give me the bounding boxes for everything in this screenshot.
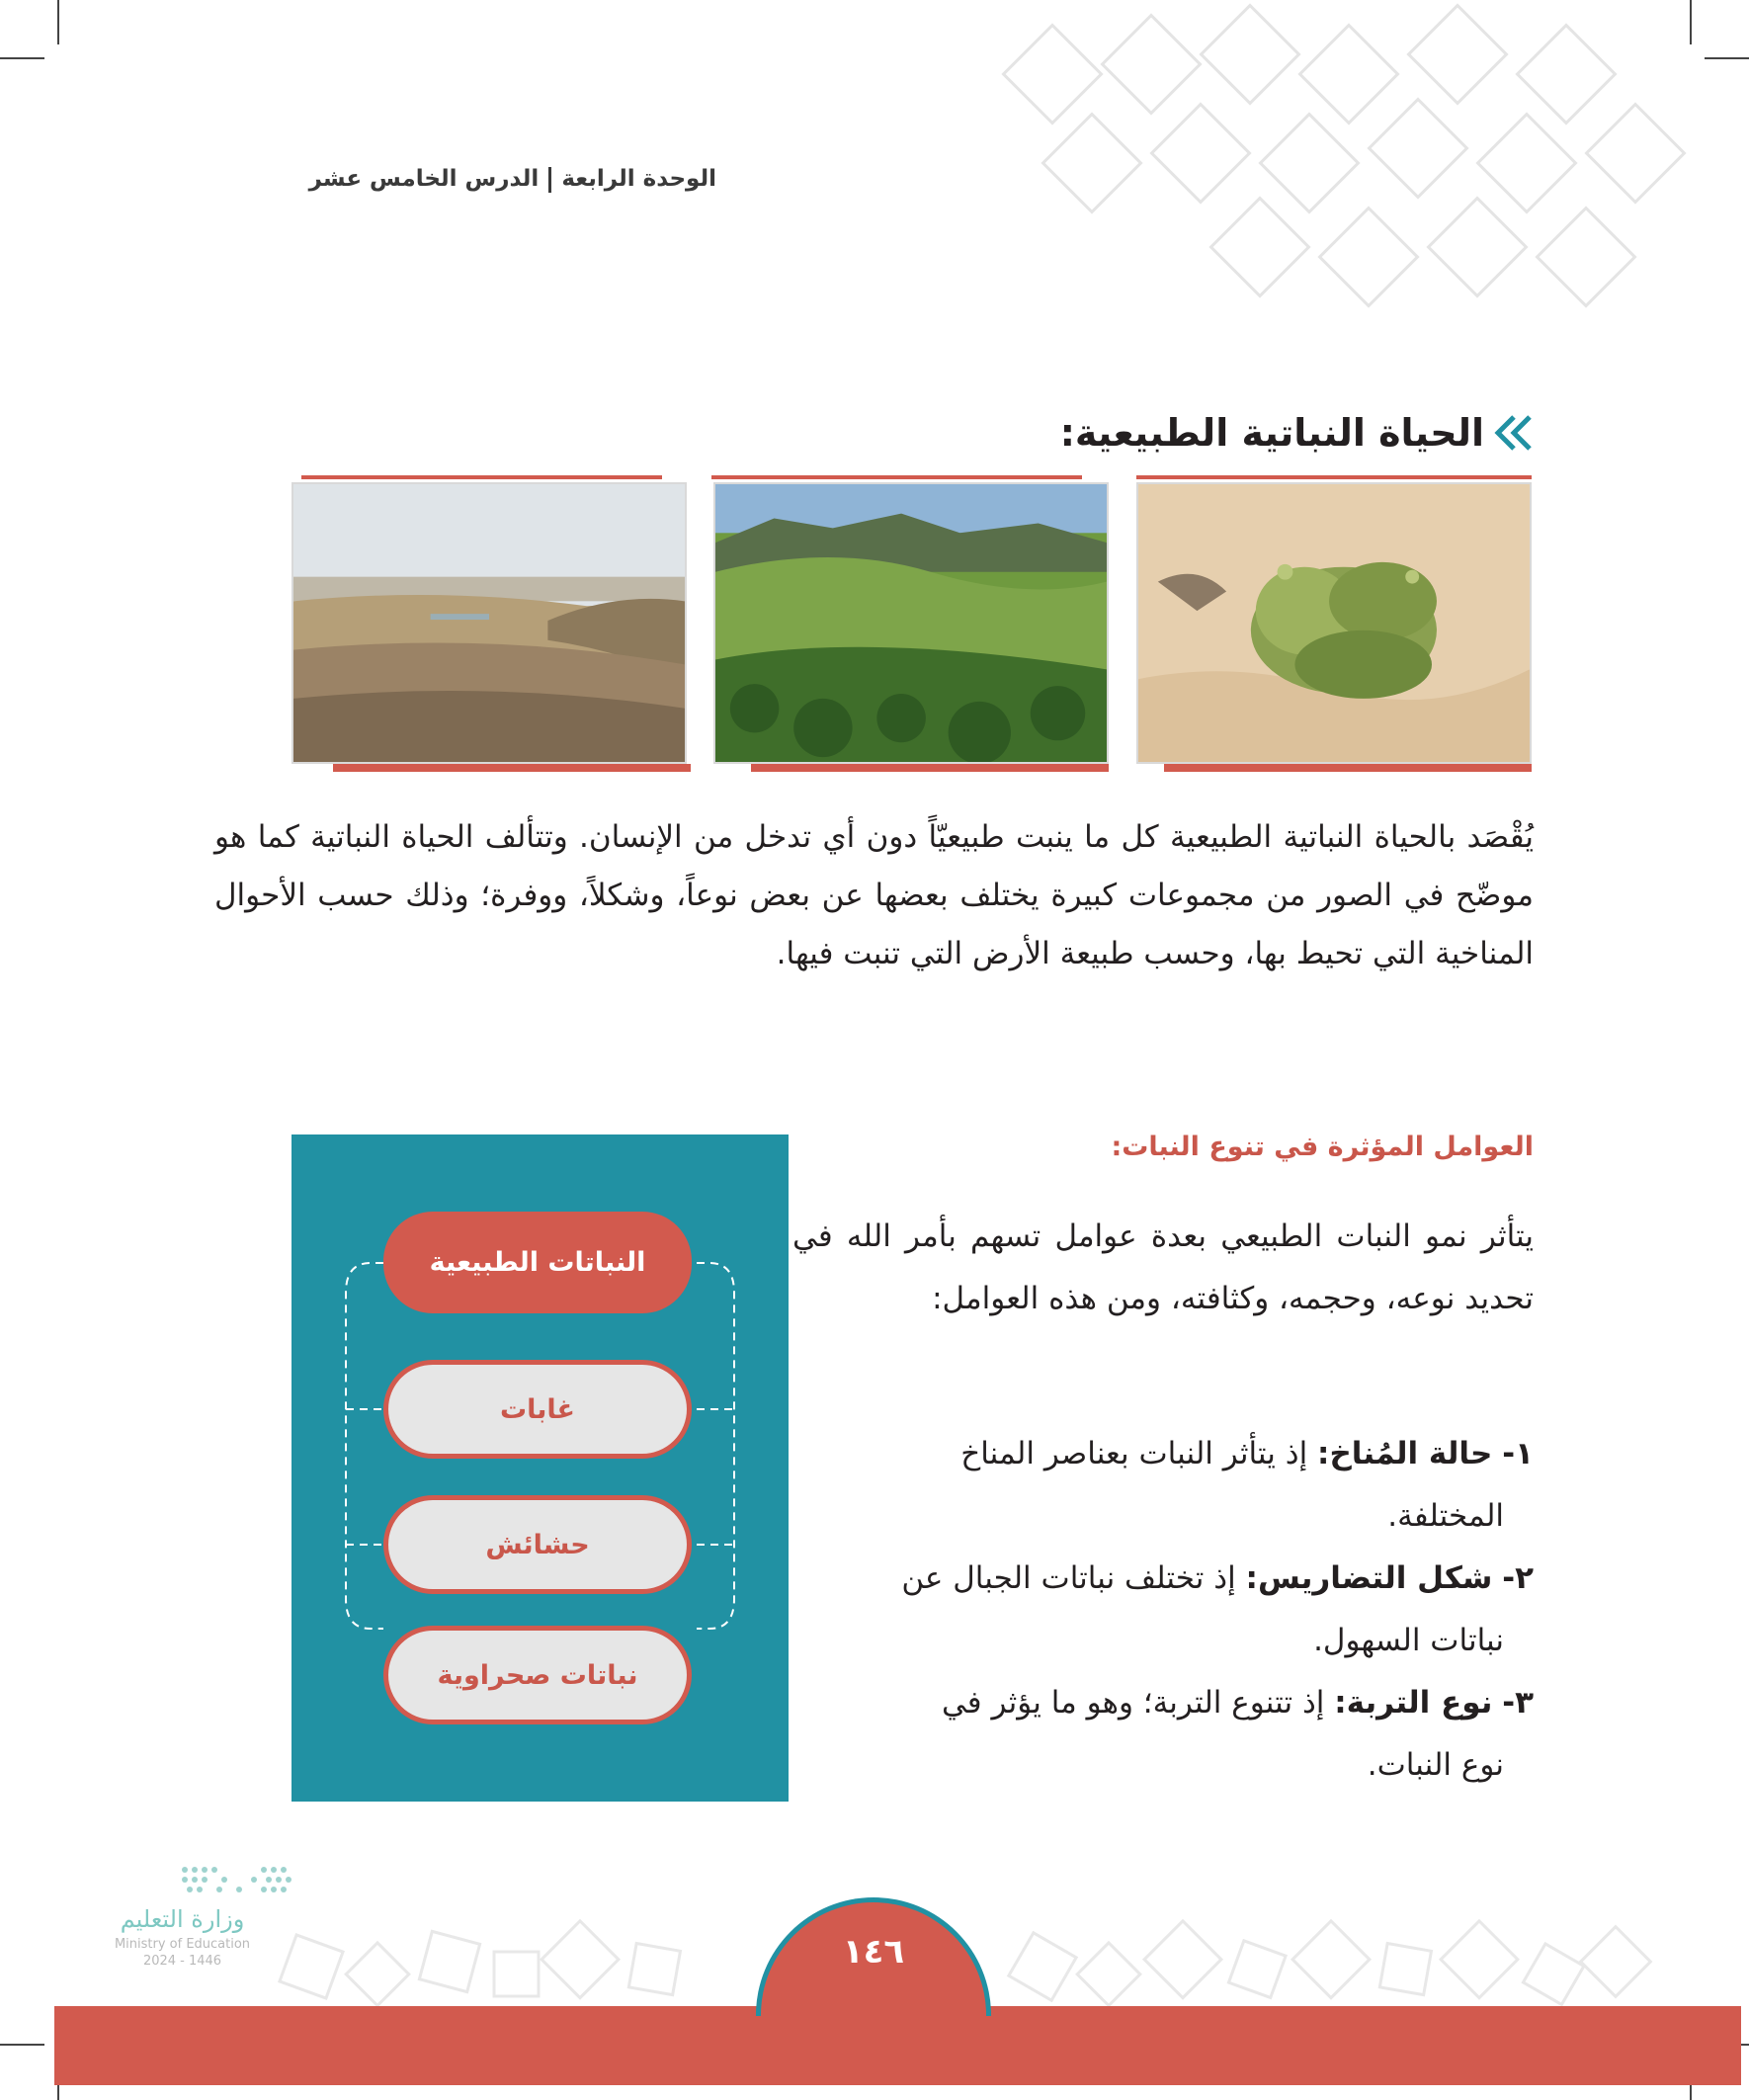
list-text: إذ تتنوع التربة؛ وهو ما يؤثر في	[941, 1685, 1325, 1721]
photo-frame-accent	[301, 475, 662, 479]
diagram-node-forests: غابات	[383, 1360, 692, 1459]
list-item	[792, 1423, 1534, 1548]
list-term: نوع التربة:	[1334, 1685, 1493, 1721]
list-number: ٢-	[1502, 1560, 1534, 1596]
grassland-plain-image	[293, 484, 685, 762]
ministry-year: 2024 - 1446	[142, 1954, 222, 1969]
section-title: الحياة النباتية الطبيعية:	[1059, 411, 1484, 455]
list-item	[792, 1672, 1534, 1797]
footer-bar	[54, 2006, 1741, 2085]
list-text: إذ تختلف نباتات الجبال عن	[901, 1560, 1236, 1596]
header-unit: الوحدة الرابعة	[561, 166, 716, 192]
double-chevron-icon	[1492, 413, 1534, 453]
diagram-root: النباتات الطبيعية	[383, 1212, 692, 1313]
crop-mark	[0, 57, 44, 59]
running-header	[309, 166, 716, 193]
section-heading	[1060, 411, 1534, 455]
list-text: إذ يتأثر النبات بعناصر المناخ	[960, 1436, 1308, 1471]
page-number: ١٤٦	[756, 1897, 991, 2016]
photo-frame-accent	[1164, 764, 1532, 772]
desert-shrub-image	[1138, 484, 1530, 762]
crop-mark	[0, 2044, 44, 2046]
crop-mark	[57, 0, 59, 44]
photo-frame-accent	[333, 764, 691, 772]
ministry-name-en: Ministry of Education	[114, 1937, 251, 1952]
factors-intro: يتأثر نمو النبات الطبيعي بعدة عوامل تسهم بأمر الله في تحديد نوعه، وحجمه، وكثافته، ومن هذه العوامل:	[792, 1218, 1534, 1316]
list-text-continued: المختلفة.	[1387, 1498, 1504, 1534]
list-number: ٣-	[1502, 1685, 1534, 1721]
header-lesson: الدرس الخامس عشر	[308, 166, 540, 192]
diagram-node-desert-plants: نباتات صحراوية	[383, 1626, 692, 1724]
list-text-continued: نباتات السهول.	[1313, 1623, 1504, 1658]
crop-mark	[1705, 57, 1749, 59]
ministry-name-ar: وزارة التعليم	[120, 1905, 245, 1933]
photo-frame-accent	[751, 764, 1109, 772]
diagram-node-grasslands: حشائش	[383, 1495, 692, 1594]
list-number: ١-	[1502, 1436, 1534, 1471]
ministry-logo	[96, 1858, 353, 1976]
photo-frame-accent	[711, 475, 1082, 479]
crop-mark	[1690, 0, 1692, 44]
list-term: شكل التضاريس:	[1245, 1560, 1493, 1596]
photo-frame-accent	[1136, 475, 1532, 479]
list-item	[792, 1548, 1534, 1672]
factors-heading: العوامل المؤثرة في تنوع النبات:	[1111, 1132, 1534, 1162]
vegetation-types-diagram	[292, 1134, 789, 1802]
forest-hills-image	[715, 484, 1107, 762]
photo-grassland-plain	[292, 482, 687, 764]
intro-paragraph: يُقْصَد بالحياة النباتية الطبيعية كل ما ينبت طبيعيّاً دون أي تدخل من الإنسان. وتتألف الحياة النباتية كما هو موضّح في الصور من مجموعات كبيرة يختلف بعضها عن بعض نوعاً، وشكلاً، ووفرة؛ وذلك حسب الأحوال المناخية التي تحيط بها، وحسب طبيعة الأرض التي تنبت فيها.	[214, 819, 1534, 971]
photo-forest-hills	[713, 482, 1109, 764]
list-term: حالة المُناخ:	[1317, 1436, 1493, 1471]
photo-desert-shrub	[1136, 482, 1532, 764]
header-separator	[548, 167, 551, 193]
list-text-continued: نوع النبات.	[1367, 1747, 1504, 1783]
factors-list	[792, 1423, 1534, 1797]
